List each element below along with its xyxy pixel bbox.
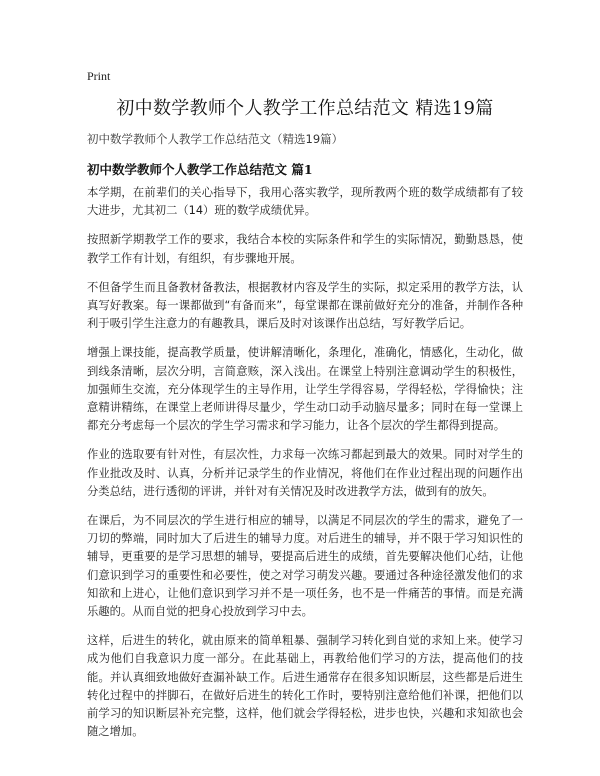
paragraph-7: 这样，后进生的转化，就由原来的简单粗暴、强制学习转化到自觉的求知上来。使学习成为他们自我意识力度一部分。在此基础上，再教给他们学习的方法，提高他们的技能。并认真细致地做好查漏补缺工作。后进生通常存在很多知识断层，这些都是后进生转化过程中的拌脚石，在做好后进生的转化工作时，要特别注意给他们补课，把他们以前学习的知识断层补充完整，这样，他们就会学得轻松，进步也快，兴趣和求知欲也会随之增加。 — [87, 634, 523, 739]
paragraph-4: 增强上课技能，提高教学质量，使讲解清晰化，条理化，准确化，情感化，生动化，做到线条清晰，层次分明，言简意赅，深入浅出。在课堂上特别注意调动学生的积极性，加强师生交流，充分体现学生的主导作用，让学生学得容易，学得轻松，学得愉快；注意精讲精练，在课堂上老师讲得尽量少，学生动口动手动脑尽量多；同时在每一堂课上都充分考虑每一个层次的学生学习需求和学习能力，让各个层次的学生都得到提高。 — [87, 346, 523, 433]
paragraph-3: 不但备学生而且备教材备教法，根据教材内容及学生的实际，拟定采用的教学方法，认真写好教案。每一课都做到“有备而来”，每堂课都在课前做好充分的准备，并制作各种利于吸引学生注意力的有趣教具，课后及时对该课作出总结，写好教学后记。 — [87, 280, 523, 331]
document-title: 初中数学教师个人教学工作总结范文 精选19篇 — [116, 98, 494, 119]
paragraph-2: 按照新学期教学工作的要求，我结合本校的实际条件和学生的实际情况，勤勤恳恳，使教学工作有计划，有组织，有步骤地开展。 — [87, 233, 523, 265]
section-heading: 初中数学教师个人教学工作总结范文 篇1 — [87, 162, 313, 177]
paragraph-5: 作业的选取要有针对性，有层次性，力求每一次练习都起到最大的效果。同时对学生的作业批改及时、认真，分析并记录学生的作业情况，将他们在作业过程出现的问题作出分类总结，进行透彻的评讲，并针对有关情况及时改进教学方法，做到有的放矢。 — [87, 448, 523, 498]
document-page — [87, 0, 523, 776]
paragraph-1: 本学期，在前辈们的关心指导下，我用心落实教学，现所教两个班的数学成绩都有了较大进步，尤其初二（14）班的数学成绩优异。 — [87, 186, 523, 218]
print-link[interactable]: Print — [87, 69, 111, 83]
document-subtitle: 初中数学教师个人教学工作总结范文（精选19篇） — [87, 132, 344, 146]
body-text — [87, 184, 523, 752]
paragraph-6: 在课后，为不同层次的学生进行相应的辅导，以满足不同层次的学生的需求，避免了一刀切的弊端，同时加大了后进生的辅导力度。对后进生的辅导，并不限于学习知识性的辅导，更重要的是学习思想的辅导，要提高后进生的成绩，首先要解决他们心结，让他们意识到学习的重要性和必要性，使之对学习萌发兴趣。要通过各种途径激发他们的求知欲和上进心，让他们意识到学习并不是一项任务，也不是一件痛苦的事情。而是充满乐趣的。从而自觉的把身心投放到学习中去。 — [87, 514, 523, 619]
